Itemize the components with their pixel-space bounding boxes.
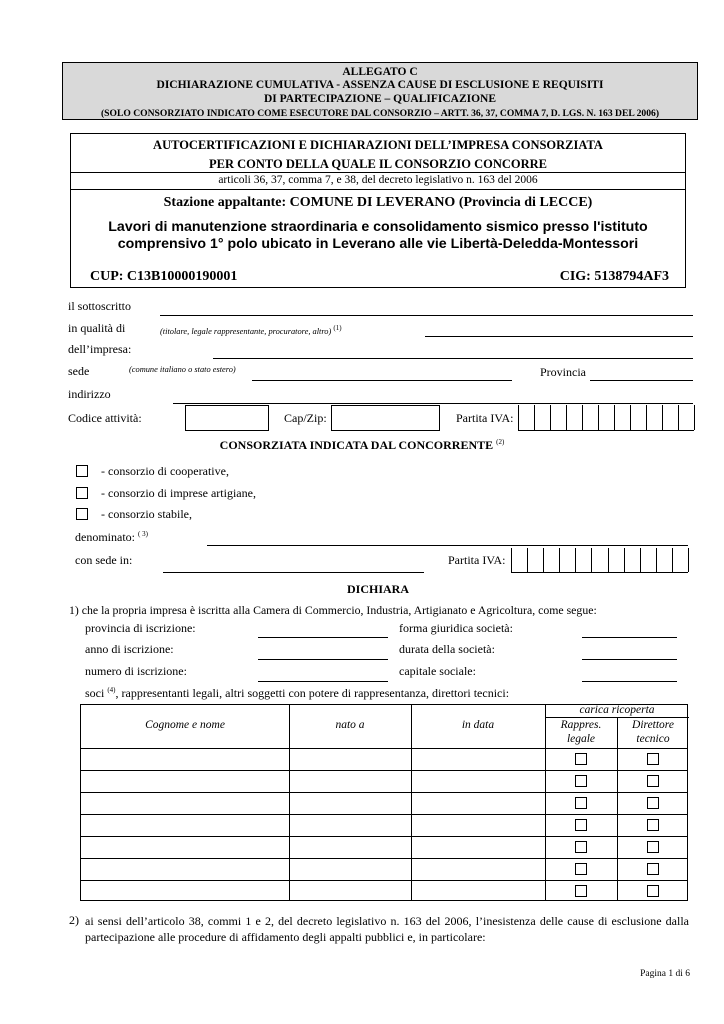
piva-digit-divider (624, 548, 625, 572)
rappres-legale-checkbox[interactable] (575, 885, 587, 897)
header-box (62, 62, 698, 120)
denominato-field[interactable] (207, 545, 688, 546)
piva-digit-divider (591, 548, 592, 572)
direttore-tecnico-checkbox[interactable] (647, 775, 659, 787)
rappres-legale-checkbox[interactable] (575, 753, 587, 765)
sottoscritto-field[interactable] (160, 315, 693, 316)
cup-code: CUP: C13B10000190001 (90, 269, 238, 284)
piva-digit-divider (608, 548, 609, 572)
header-title-line3: DI PARTECIPAZIONE – QUALIFICAZIONE (263, 93, 497, 105)
con-sede-field[interactable] (163, 572, 424, 573)
page-number: Pagina 1 di 6 (640, 969, 690, 979)
soci-label: soci $^{(4)}$, rappresentanti legali, altri soggetti con potere di rappresentanza, direttori tecnici: (85, 686, 510, 700)
cap-label: Cap/Zip: (284, 411, 327, 425)
col-header-nato: nato a (335, 719, 365, 731)
qualita-label: in qualità di (68, 321, 126, 335)
consorzio-stabile-label: - consorzio stabile, (101, 507, 192, 521)
codice-attivita-input[interactable] (185, 405, 269, 431)
allegato-title: ALLEGATO C (342, 66, 418, 78)
durata-societa-label: durata della società: (399, 642, 495, 656)
consorzio-artigiane-label: - consorzio di imprese artigiane, (101, 486, 256, 500)
section-title-2: PER CONTO DELLA QUALE IL CONSORZIO CONCORRE (208, 157, 548, 171)
piva-digit-divider (534, 405, 535, 430)
section-divider (71, 189, 685, 190)
sede-field[interactable] (252, 380, 512, 381)
table-row (81, 814, 687, 815)
impresa-field[interactable] (213, 358, 693, 359)
consorzio-cooperative-label: - consorzio di cooperative, (101, 464, 229, 478)
piva-digit-divider (614, 405, 615, 430)
provincia-label: Provincia (540, 365, 586, 379)
dichiara-item-2: ai sensi dell’articolo 38, commi 1 e 2, del decreto legislativo n. 163 del 2006, l’inesistenza delle cause di esclusione dalla partecipazione alle procedure di affidamento degli appalti pubblici e, in particolare: (85, 914, 689, 944)
capitale-sociale-field[interactable] (582, 681, 677, 682)
piva-digit-divider (630, 405, 631, 430)
sede-label: sede (68, 364, 90, 378)
provincia-field[interactable] (590, 380, 693, 381)
piva-digit-divider (672, 548, 673, 572)
piva-digit-divider (543, 548, 544, 572)
direttore-tecnico-checkbox[interactable] (647, 863, 659, 875)
consorzio-artigiane-checkbox[interactable] (76, 487, 88, 499)
piva-digit-divider (527, 548, 528, 572)
dichiara-item-1: 1) che la propria impresa è iscritta alla Camera di Commercio, Industria, Artigianato e Agricoltura, come segue: (69, 603, 597, 617)
numero-iscrizione-field[interactable] (258, 681, 388, 682)
partita-iva-input[interactable] (518, 405, 694, 431)
piva-digit-divider (678, 405, 679, 430)
dichiara-heading: DICHIARA (346, 582, 409, 596)
provincia-iscrizione-field[interactable] (258, 637, 388, 638)
section-title-1: AUTOCERTIFICAZIONI E DICHIARAZIONI DELL’IMPRESA CONSORZIATA (153, 138, 603, 152)
piva-digit-divider (566, 405, 567, 430)
direttore-tecnico-checkbox[interactable] (647, 819, 659, 831)
lavori-line-2: comprensivo 1° polo ubicato in Leverano alle vie Libertà-Deledda-Montessori (117, 236, 639, 252)
forma-giuridica-field[interactable] (582, 637, 677, 638)
partita-iva-label: Partita IVA: (456, 411, 514, 425)
denominato-label: denominato: $^{( 3)}$ (75, 530, 148, 544)
direttore-tecnico-checkbox[interactable] (647, 797, 659, 809)
piva-digit-divider (598, 405, 599, 430)
rappres-legale-checkbox[interactable] (575, 797, 587, 809)
piva-digit-divider (575, 548, 576, 572)
col-header-carica: carica ricoperta (579, 704, 655, 716)
anno-iscrizione-field[interactable] (258, 659, 388, 660)
piva-digit-divider (550, 405, 551, 430)
soci-table (80, 704, 688, 901)
stazione-appaltante: Stazione appaltante: COMUNE DI LEVERANO (Provincia di LECCE) (163, 195, 593, 210)
direttore-tecnico-checkbox[interactable] (647, 753, 659, 765)
table-row (81, 880, 687, 881)
consorzio-cooperative-checkbox[interactable] (76, 465, 88, 477)
table-row (81, 858, 687, 859)
rappres-legale-checkbox[interactable] (575, 775, 587, 787)
piva-digit-divider (662, 405, 663, 430)
qualita-field[interactable] (425, 336, 693, 337)
consorziata-partita-iva-input[interactable] (511, 548, 688, 573)
impresa-label: dell’impresa: (68, 342, 132, 356)
col-header-direttore: Direttore tecnico (632, 719, 674, 745)
forma-giuridica-label: forma giuridica società: (399, 621, 513, 635)
section-articles: articoli 36, 37, comma 7, e 38, del decreto legislativo n. 163 del 2006 (218, 174, 538, 186)
lavori-line-1: Lavori di manutenzione straordinaria e consolidamento sismico presso l'istituto (108, 219, 648, 235)
consorziata-partita-iva-label: Partita IVA: (448, 553, 506, 567)
anno-iscrizione-label: anno di iscrizione: (85, 642, 174, 656)
dichiara-item-2-number: 2) (69, 913, 79, 927)
rappres-legale-checkbox[interactable] (575, 863, 587, 875)
sottoscritto-label: il sottoscritto (68, 299, 131, 313)
cap-input[interactable] (331, 405, 440, 431)
qualita-note: (titolare, legale rappresentante, procuratore, altro) $^{(1)}$ (160, 324, 342, 336)
rappres-legale-checkbox[interactable] (575, 841, 587, 853)
consorziata-heading: CONSORZIATA INDICATA DAL CONCORRENTE $^{(2)}$ (219, 438, 505, 452)
provincia-iscrizione-label: provincia di iscrizione: (85, 621, 196, 635)
table-row (81, 770, 687, 771)
direttore-tecnico-checkbox[interactable] (647, 841, 659, 853)
col-header-rappres: Rappres. legale (560, 719, 602, 745)
piva-digit-divider (656, 548, 657, 572)
table-row (81, 748, 687, 749)
indirizzo-field[interactable] (173, 403, 693, 404)
piva-digit-divider (559, 548, 560, 572)
durata-societa-field[interactable] (582, 659, 677, 660)
sede-note: (comune italiano o stato estero) (129, 365, 236, 374)
capitale-sociale-label: capitale sociale: (399, 664, 476, 678)
section-divider (71, 172, 685, 173)
table-row (81, 836, 687, 837)
direttore-tecnico-checkbox[interactable] (647, 885, 659, 897)
piva-digit-divider (640, 548, 641, 572)
piva-digit-divider (694, 405, 695, 430)
consorzio-stabile-checkbox[interactable] (76, 508, 88, 520)
table-row (81, 792, 687, 793)
header-title-line4: (SOLO CONSORZIATO INDICATO COME ESECUTORE DAL CONSORZIO – ARTT. 36, 37, COMMA 7, D. LGS. N. 163 DEL 2006) (100, 108, 660, 119)
piva-digit-divider (688, 548, 689, 572)
cig-code: CIG: 5138794AF3 (559, 269, 669, 284)
col-header-name: Cognome e nome (145, 719, 225, 731)
section-box (70, 133, 686, 288)
con-sede-label: con sede in: (75, 553, 133, 567)
piva-digit-divider (646, 405, 647, 430)
piva-digit-divider (582, 405, 583, 430)
rappres-legale-checkbox[interactable] (575, 819, 587, 831)
header-title-line2: DICHIARAZIONE CUMULATIVA - ASSENZA CAUSE DI ESCLUSIONE E REQUISITI (156, 79, 604, 91)
indirizzo-label: indirizzo (68, 387, 111, 401)
col-header-data: in data (461, 719, 495, 731)
numero-iscrizione-label: numero di iscrizione: (85, 664, 187, 678)
codice-attivita-label: Codice attività: (68, 411, 142, 425)
